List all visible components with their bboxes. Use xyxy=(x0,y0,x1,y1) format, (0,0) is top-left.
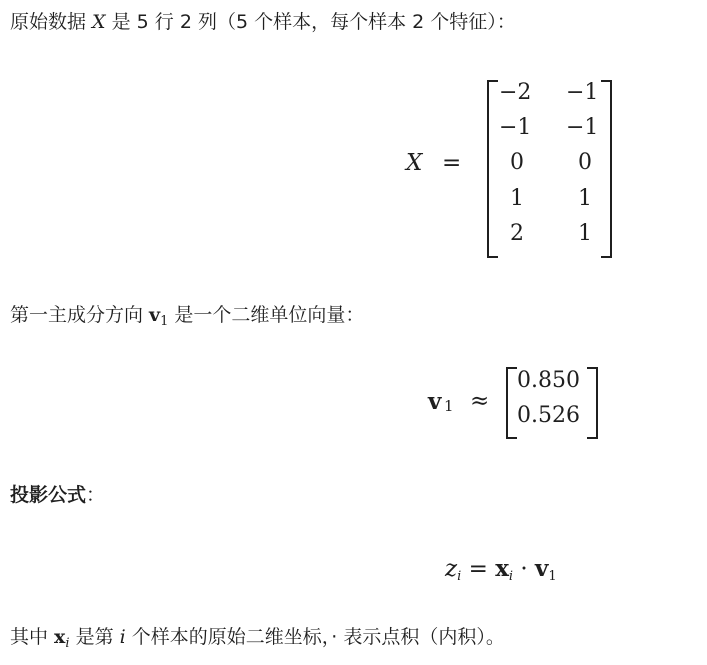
formula-v-sub: 1 xyxy=(548,569,557,584)
matrix-cell: 2 xyxy=(510,221,524,246)
var-x: x xyxy=(54,626,66,648)
formula-x-sub: i xyxy=(508,569,514,584)
projection-heading-label: 投影公式 xyxy=(10,484,87,506)
pc-sentence xyxy=(10,303,364,334)
formula-z: z xyxy=(445,556,458,582)
vector-entry: 0.526 xyxy=(517,403,580,428)
projection-heading-colon: ： xyxy=(86,484,106,506)
matrix-cell: 1 xyxy=(578,186,592,211)
matrix-cell: 0 xyxy=(510,150,524,175)
pc-suffix: 是一个二维单位向量： xyxy=(168,304,365,326)
var-v-sub: 1 xyxy=(160,314,169,329)
var-v: v xyxy=(149,304,161,326)
matrix-cell: −2 xyxy=(499,80,532,105)
matrix-cell: −1 xyxy=(566,80,599,105)
vector-left-bracket xyxy=(506,367,517,439)
formula-equals: = xyxy=(468,556,488,582)
explanation-text xyxy=(10,625,505,656)
matrix-equals: = xyxy=(442,150,462,176)
projection-formula xyxy=(445,555,557,584)
matrix-left-bracket xyxy=(487,80,498,258)
matrix-cell: 1 xyxy=(510,186,524,211)
approx-sign: ≈ xyxy=(470,388,490,414)
vector-entry: 0.850 xyxy=(517,368,580,393)
vector-lhs-sub: 1 xyxy=(444,397,454,415)
vector-right-bracket xyxy=(587,367,598,439)
explanation-middle: 是第 xyxy=(69,626,120,648)
matrix-cell: 0 xyxy=(578,150,592,175)
formula-x: x xyxy=(495,555,509,582)
var-X: X xyxy=(92,11,106,33)
formula-dot: · xyxy=(520,556,528,582)
vector-lhs: v xyxy=(428,388,442,415)
explanation-prefix: 其中 xyxy=(10,626,55,648)
var-i: i xyxy=(119,626,126,648)
matrix-cell: −1 xyxy=(499,115,532,140)
formula-v: v xyxy=(535,555,549,582)
intro-suffix: 是 5 行 2 列（5 个样本，每个样本 2 个特征）： xyxy=(105,11,516,33)
matrix-cell: −1 xyxy=(566,115,599,140)
intro-text xyxy=(10,10,516,34)
var-x-sub: i xyxy=(65,636,70,651)
matrix-lhs: X xyxy=(406,150,423,176)
intro-prefix: 原始数据 xyxy=(10,11,93,33)
matrix-cell: 1 xyxy=(578,221,592,246)
projection-heading xyxy=(10,483,105,507)
explanation-suffix: 个样本的原始二维坐标，· 表示点积（内积）。 xyxy=(125,626,505,648)
matrix-right-bracket xyxy=(601,80,612,258)
pc-prefix: 第一主成分方向 xyxy=(10,304,150,326)
formula-z-sub: i xyxy=(457,569,462,584)
